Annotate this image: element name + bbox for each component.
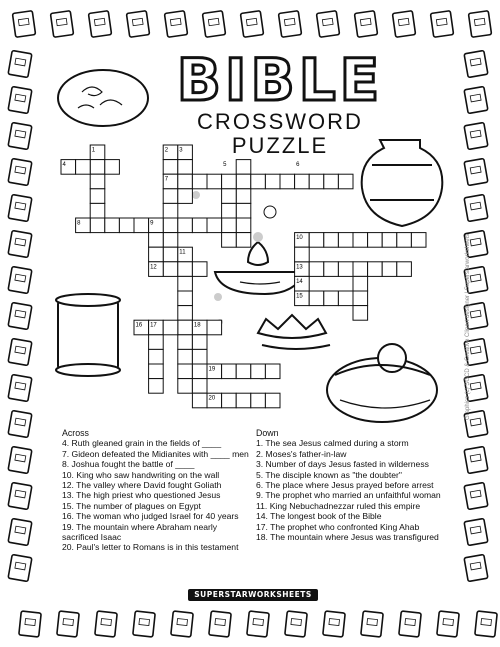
clue-number: 6 bbox=[296, 162, 300, 169]
clue-number: 3 bbox=[179, 147, 183, 154]
crossword-cell[interactable] bbox=[192, 218, 207, 233]
crossword-cell[interactable] bbox=[105, 160, 120, 175]
down-clue: 18. The mountain where Jesus was transfigured bbox=[256, 532, 439, 543]
crossword-cell[interactable] bbox=[178, 276, 193, 291]
crossword-cell[interactable] bbox=[149, 364, 164, 379]
crossword-cell[interactable] bbox=[90, 218, 105, 233]
clue-number: 7 bbox=[164, 176, 169, 183]
crossword-cell[interactable] bbox=[192, 379, 207, 394]
crossword-cell[interactable] bbox=[368, 233, 383, 248]
crossword-cell[interactable] bbox=[236, 393, 251, 408]
crossword-cell[interactable] bbox=[368, 262, 383, 277]
crossword-cell[interactable] bbox=[397, 233, 412, 248]
crossword-cell[interactable] bbox=[178, 335, 193, 350]
brand-logo: SUPERSTARWORKSHEETS bbox=[188, 589, 318, 601]
clue-number: 12 bbox=[150, 264, 157, 271]
crossword-cell[interactable] bbox=[353, 276, 368, 291]
crossword-cell[interactable] bbox=[207, 218, 222, 233]
crossword-cell[interactable] bbox=[265, 364, 280, 379]
crossword-cell[interactable] bbox=[236, 233, 251, 248]
crossword-cell[interactable] bbox=[222, 218, 237, 233]
title-block bbox=[150, 48, 410, 158]
crossword-cell[interactable] bbox=[163, 189, 178, 204]
crossword-cell[interactable] bbox=[222, 174, 237, 189]
down-clue: 5. The disciple known as "the doubter" bbox=[256, 469, 402, 480]
oil-lamp-icon bbox=[215, 242, 305, 294]
crossword-cell[interactable] bbox=[163, 233, 178, 248]
across-heading: Across bbox=[62, 428, 89, 438]
crossword-cell[interactable] bbox=[178, 291, 193, 306]
crossword-cell[interactable] bbox=[309, 233, 324, 248]
across-clue: 8. Joshua fought the battle of ____ bbox=[62, 459, 195, 470]
crossword-cell[interactable] bbox=[149, 379, 164, 394]
crossword-cell[interactable] bbox=[338, 291, 353, 306]
crossword-cell[interactable] bbox=[163, 203, 178, 218]
crossword-cell[interactable] bbox=[192, 174, 207, 189]
clue-number: 18 bbox=[193, 322, 201, 329]
crossword-cell[interactable] bbox=[353, 306, 368, 321]
crossword-cell[interactable] bbox=[324, 291, 339, 306]
crossword-cell[interactable] bbox=[163, 218, 178, 233]
crossword-cell[interactable] bbox=[178, 364, 193, 379]
clue-number: 1 bbox=[91, 147, 96, 154]
crossword-cell[interactable] bbox=[236, 218, 251, 233]
crossword-cell[interactable] bbox=[338, 174, 353, 189]
crossword-cell[interactable] bbox=[222, 233, 237, 248]
crossword-cell[interactable] bbox=[295, 247, 310, 262]
crossword-cell[interactable] bbox=[309, 174, 324, 189]
crossword-cell[interactable] bbox=[149, 335, 164, 350]
clue-number: 2 bbox=[164, 147, 169, 154]
crossword-cell[interactable] bbox=[222, 189, 237, 204]
crossword-cell[interactable] bbox=[411, 233, 426, 248]
crossword-cell[interactable] bbox=[178, 174, 193, 189]
crossword-cell[interactable] bbox=[178, 349, 193, 364]
across-clue: 15. The number of plagues on Egypt bbox=[62, 500, 201, 511]
page-subtitle: CROSSWORD PUZZLE bbox=[197, 109, 363, 158]
clue-number: 13 bbox=[296, 264, 303, 271]
crossword-cell[interactable] bbox=[163, 160, 178, 175]
clue-number: 11 bbox=[179, 249, 186, 256]
clue-number: 9 bbox=[150, 220, 154, 227]
crossword-cell[interactable] bbox=[178, 218, 193, 233]
crossword-cell[interactable] bbox=[119, 218, 134, 233]
crossword-cell[interactable] bbox=[251, 174, 266, 189]
crossword-cell[interactable] bbox=[207, 320, 222, 335]
clue-number: 8 bbox=[77, 220, 81, 227]
crossword-cell[interactable] bbox=[309, 291, 324, 306]
clue-number: 20 bbox=[208, 395, 216, 402]
scroll-icon bbox=[56, 294, 120, 376]
copyright-note: Graphics (c) SGCD & Creative Clipart designer | Superstarworksheets bbox=[465, 233, 471, 420]
crossword-cell[interactable] bbox=[222, 203, 237, 218]
across-clue: 12. The valley where David fought Goliath bbox=[62, 480, 222, 491]
crossword-cell[interactable] bbox=[265, 393, 280, 408]
crossword-cell[interactable] bbox=[163, 262, 178, 277]
clue-number: 15 bbox=[296, 293, 303, 300]
crossword-cell[interactable] bbox=[192, 349, 207, 364]
crossword-cell[interactable] bbox=[207, 174, 222, 189]
crossword-cell[interactable] bbox=[324, 174, 339, 189]
crossword-cell[interactable] bbox=[324, 233, 339, 248]
crossword-cell[interactable] bbox=[236, 364, 251, 379]
crown-icon bbox=[258, 315, 330, 349]
crossword-cell[interactable] bbox=[192, 393, 207, 408]
crossword-cell[interactable] bbox=[178, 262, 193, 277]
crossword-cell[interactable] bbox=[90, 174, 105, 189]
crossword-cell[interactable] bbox=[90, 203, 105, 218]
crossword-cell[interactable] bbox=[76, 160, 91, 175]
crossword-cell[interactable] bbox=[309, 262, 324, 277]
baby-in-basket-icon bbox=[327, 344, 437, 422]
crossword-cell[interactable] bbox=[178, 320, 193, 335]
down-clues bbox=[256, 428, 446, 542]
crossword-cell[interactable] bbox=[397, 262, 412, 277]
down-clue: 9. The prophet who married an unfaithful woman bbox=[256, 490, 441, 501]
down-clue: 17. The prophet who confronted King Ahab bbox=[256, 521, 420, 532]
crossword-cell[interactable] bbox=[353, 291, 368, 306]
clue-number: 17 bbox=[150, 322, 157, 329]
crossword-cell[interactable] bbox=[90, 160, 105, 175]
crossword-cell[interactable] bbox=[163, 320, 178, 335]
across-clue: 7. Gideon defeated the Midianites with ____ men bbox=[62, 448, 249, 459]
clue-number: 14 bbox=[296, 278, 303, 285]
down-clue: 11. King Nebuchadnezzar ruled this empire bbox=[256, 500, 421, 511]
down-heading: Down bbox=[256, 428, 279, 438]
crossword-cell[interactable] bbox=[178, 306, 193, 321]
down-clue: 14. The longest book of the Bible bbox=[256, 511, 382, 522]
crossword-cell[interactable] bbox=[382, 233, 397, 248]
crossword-cell[interactable] bbox=[382, 262, 397, 277]
crossword-cell[interactable] bbox=[338, 262, 353, 277]
crossword-cell[interactable] bbox=[192, 335, 207, 350]
across-clue: 16. The woman who judged Israel for 40 years bbox=[62, 511, 239, 522]
crossword-cell[interactable] bbox=[90, 189, 105, 204]
crossword-cell[interactable] bbox=[178, 160, 193, 175]
down-clue: 3. Number of days Jesus fasted in wilderness bbox=[256, 459, 429, 470]
crossword-cell[interactable] bbox=[236, 189, 251, 204]
down-clue: 6. The place where Jesus prayed before arrest bbox=[256, 480, 434, 491]
crossword-cell[interactable] bbox=[222, 364, 237, 379]
clouds-icon bbox=[58, 70, 148, 126]
down-clue: 1. The sea Jesus calmed during a storm bbox=[256, 438, 409, 449]
crossword-cell[interactable] bbox=[265, 174, 280, 189]
crossword-cell[interactable] bbox=[192, 262, 207, 277]
crossword-cell[interactable] bbox=[134, 218, 149, 233]
clue-number: 10 bbox=[296, 235, 303, 242]
crossword-cell[interactable] bbox=[353, 262, 368, 277]
across-clue: 10. King who saw handwriting on the wall bbox=[62, 469, 220, 480]
crossword-cell[interactable] bbox=[353, 233, 368, 248]
crossword-cell[interactable] bbox=[236, 203, 251, 218]
crossword-cell[interactable] bbox=[295, 174, 310, 189]
crossword-cell[interactable] bbox=[338, 233, 353, 248]
clue-number: 16 bbox=[135, 322, 143, 329]
crossword-cell[interactable] bbox=[178, 189, 193, 204]
across-clue: 4. Ruth gleaned grain in the fields of ____ bbox=[62, 438, 222, 449]
crossword-cell[interactable] bbox=[280, 174, 295, 189]
crossword-cell[interactable] bbox=[178, 379, 193, 394]
across-clue: 19. The mountain where Abraham nearly sacrificed Isaac bbox=[62, 521, 218, 543]
crossword-cell[interactable] bbox=[163, 247, 178, 262]
crossword-cell[interactable] bbox=[251, 364, 266, 379]
clue-number: 5 bbox=[223, 162, 227, 169]
crossword-cell[interactable] bbox=[149, 349, 164, 364]
down-clue: 2. Moses's father-in-law bbox=[256, 448, 347, 459]
crossword-cell[interactable] bbox=[251, 393, 266, 408]
crossword-cell[interactable] bbox=[236, 160, 251, 175]
crossword-cell[interactable] bbox=[192, 364, 207, 379]
across-clue: 13. The high priest who questioned Jesus bbox=[62, 490, 221, 501]
crossword-cell[interactable] bbox=[324, 262, 339, 277]
clue-number: 4 bbox=[62, 162, 66, 169]
across-clue: 20. Paul's letter to Romans is in this testament bbox=[62, 542, 239, 553]
crossword-cell[interactable] bbox=[149, 233, 164, 248]
crossword-cell[interactable] bbox=[236, 174, 251, 189]
crossword-cell[interactable] bbox=[105, 218, 120, 233]
crossword-cell[interactable] bbox=[149, 247, 164, 262]
page-title: BIBLE bbox=[176, 46, 384, 114]
clue-number: 19 bbox=[208, 366, 216, 373]
across-clues bbox=[62, 428, 252, 553]
crossword-cell[interactable] bbox=[222, 393, 237, 408]
